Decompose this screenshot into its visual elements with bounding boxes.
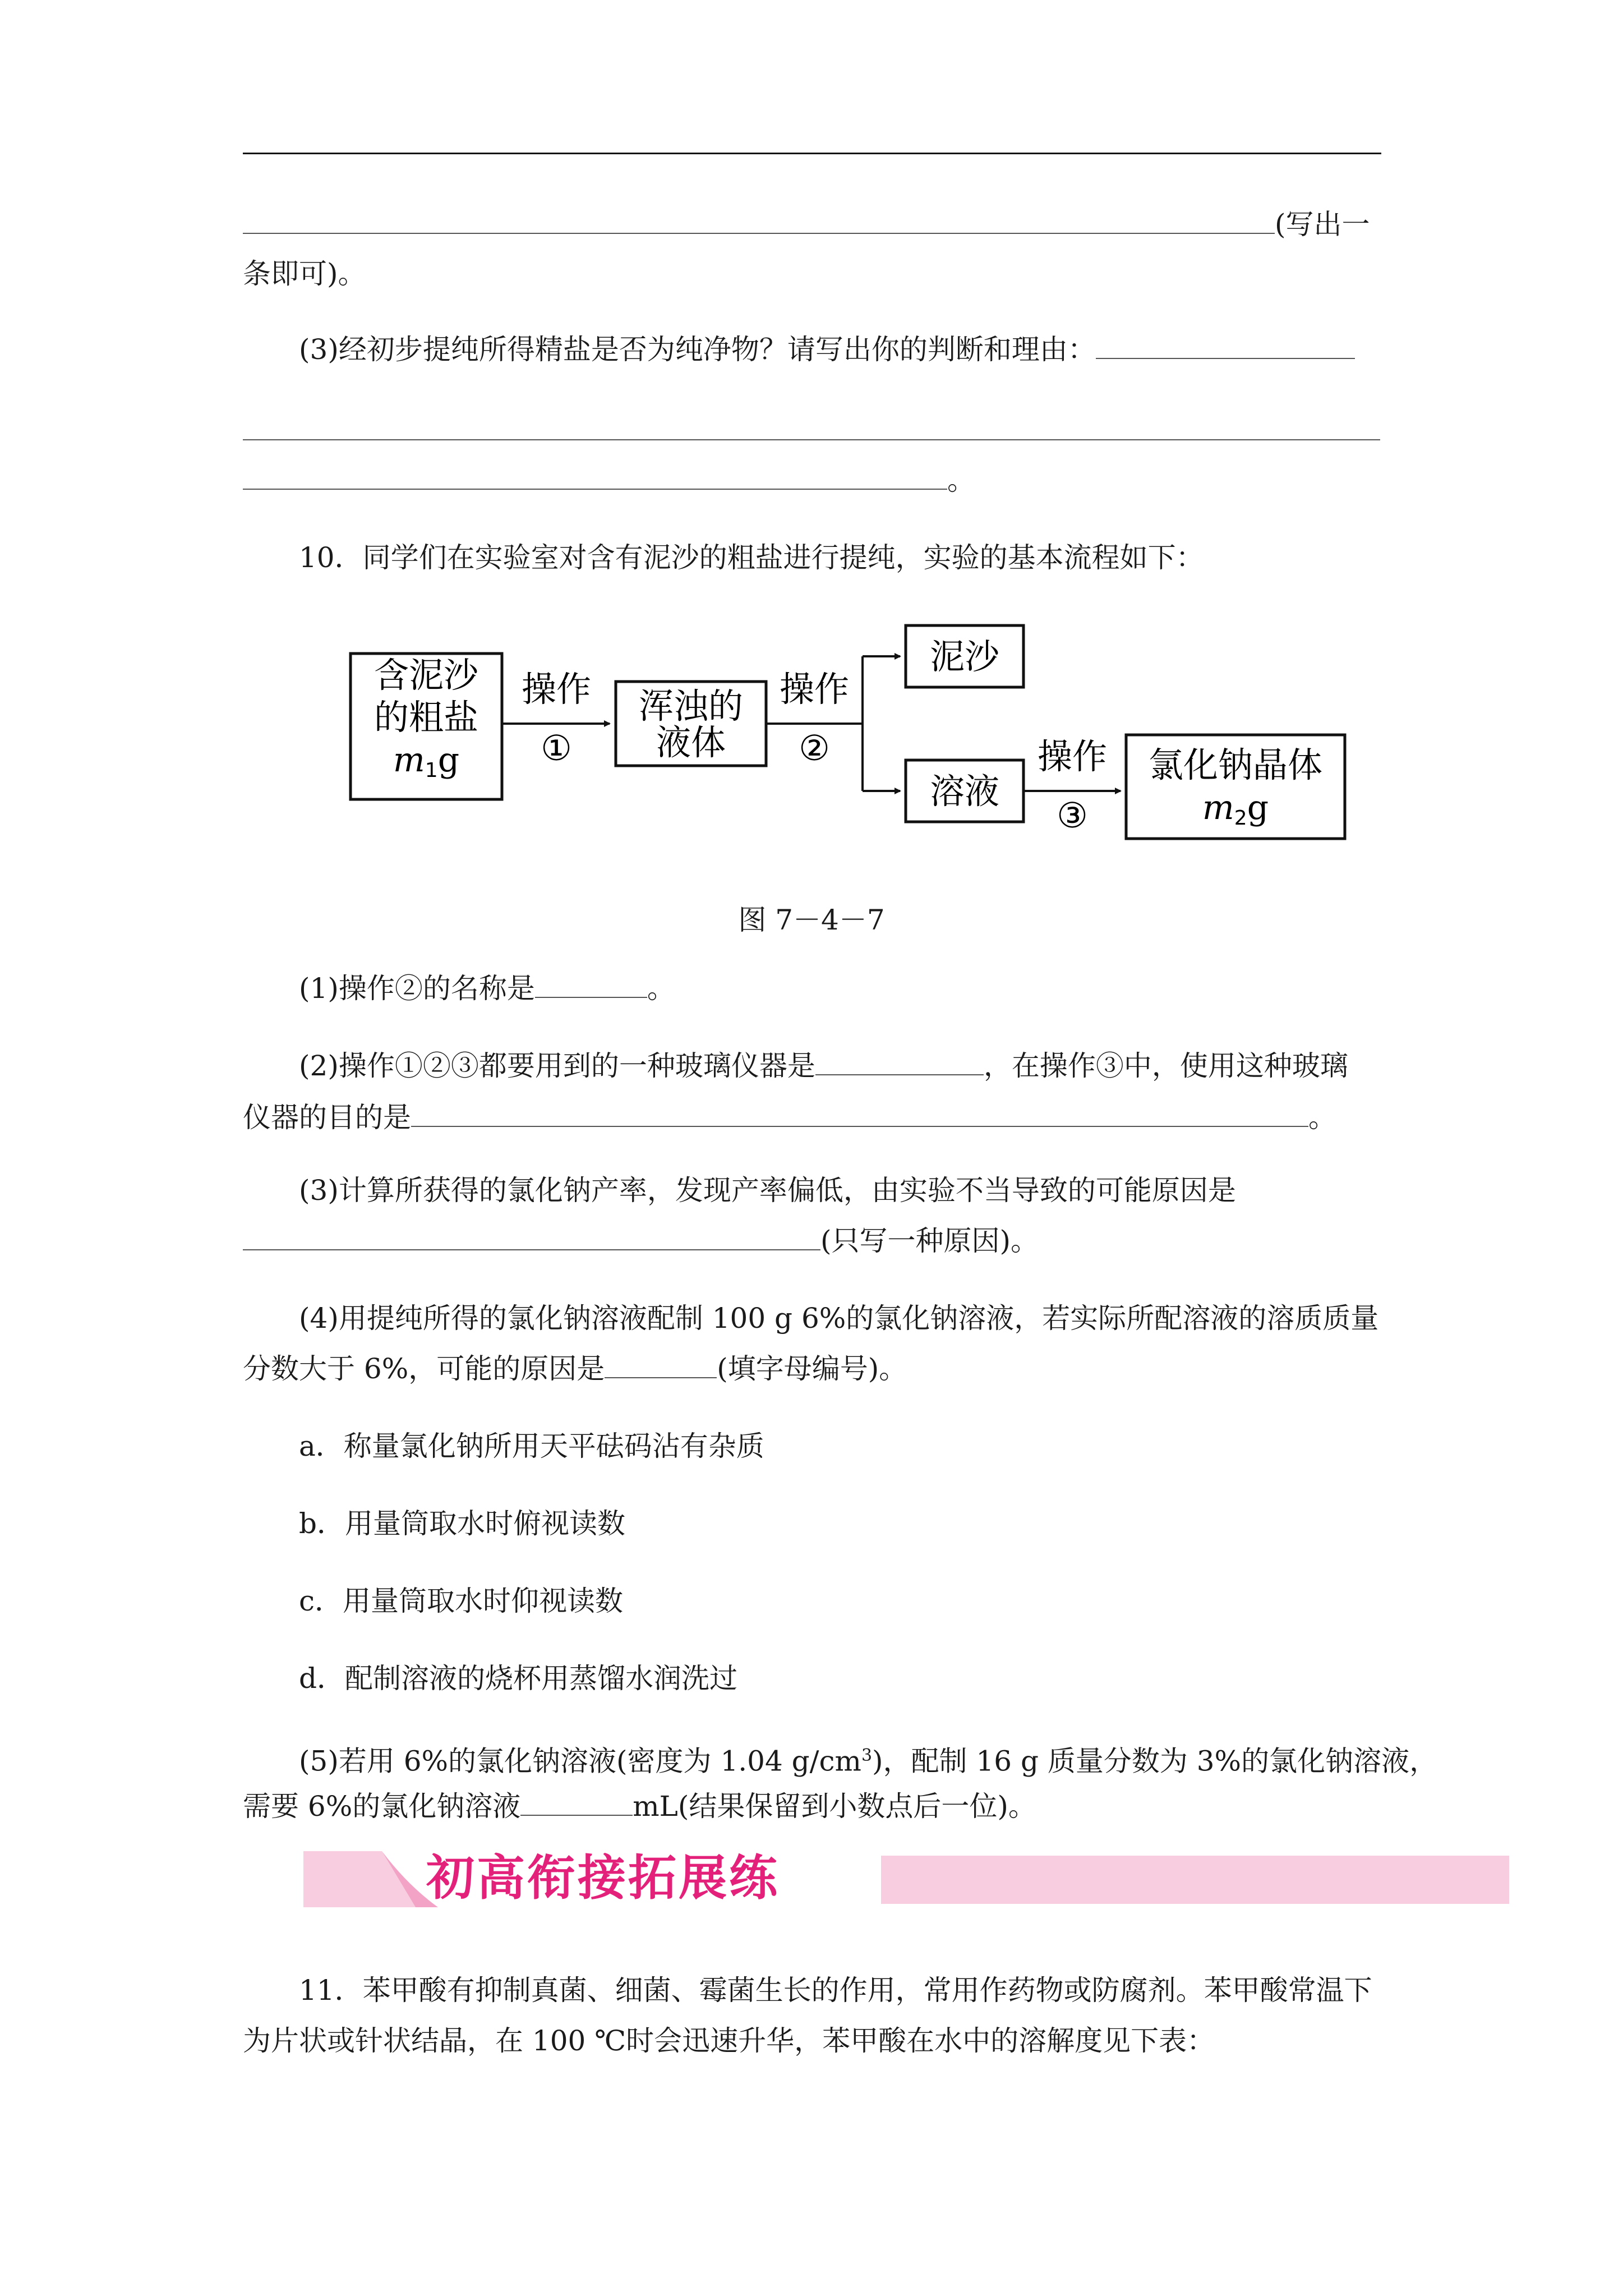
answer-blank[interactable] — [243, 205, 1275, 234]
answer-blank[interactable] — [535, 969, 647, 998]
q10-sub3: (3)计算所获得的氯化钠产率，发现产率偏低，由实验不当导致的可能原因是 — [299, 1174, 1236, 1207]
answer-blank[interactable] — [605, 1349, 717, 1378]
answer-blank[interactable] — [243, 461, 947, 490]
q10-sub5: (5)若用 6%的氯化钠溶液(密度为 1.04 $g/cm^3$)，配制 16 g 质量分数为 3%的氯化钠溶液， — [299, 1745, 1438, 1778]
q10-sub4: (4)用提纯所得的氯化钠溶液配制 100 g 6%的氯化钠溶液，若实际所配溶液的溶质质量 — [299, 1302, 1379, 1335]
q10-option-a: a．称量氯化钠所用天平砝码沾有杂质 — [299, 1430, 764, 1462]
box-turbid-line1: 浑浊的 — [638, 685, 744, 726]
box-solution-label: 溶液 — [929, 771, 1000, 812]
flow-diagram — [336, 617, 1363, 858]
q10-sub4-line2: 分数大于 6%，可能的原因是 (填字母编号)。 — [243, 1342, 1387, 1396]
q10-sub2-line2: 仪器的目的是 。 — [243, 1091, 1387, 1144]
q9-line2: 条即可)。 — [243, 257, 366, 290]
box-crude-salt-line1: 含泥沙 — [374, 655, 479, 696]
q9-line1: (写出一 — [243, 197, 1387, 251]
q10-sub3-line2: (只写一种原因)。 — [243, 1214, 1387, 1268]
q9-sub3: (3)经初步提纯所得精盐是否为纯净物？请写出你的判断和理由： — [243, 323, 1387, 376]
answer-blank[interactable] — [243, 411, 1380, 440]
box-crude-salt-mass: m1g — [393, 740, 460, 782]
box-nacl-line1: 氯化钠晶体 — [1148, 744, 1323, 785]
answer-blank[interactable] — [1096, 330, 1355, 359]
box-nacl-mass: m2g — [1202, 788, 1269, 830]
op2-label: 操作 — [779, 669, 850, 710]
answer-blank[interactable] — [520, 1787, 633, 1816]
q10-sub2: (2)操作①②③都要用到的一种玻璃仪器是 ，在操作③中，使用这种玻璃 — [243, 1039, 1387, 1093]
box-sand-label: 泥沙 — [929, 636, 1000, 677]
op1-label: 操作 — [521, 669, 592, 710]
q10-sub5-line2: 需要 6%的氯化钠溶液 mL(结果保留到小数点后一位)。 — [243, 1779, 1387, 1833]
answer-blank[interactable] — [243, 1221, 820, 1250]
op3-label: 操作 — [1037, 736, 1108, 777]
answer-blank[interactable] — [411, 1098, 1308, 1127]
q10-option-d: d．配制溶液的烧杯用蒸馏水润洗过 — [299, 1662, 738, 1695]
q11-line1: 11．苯甲酸有抑制真菌、细菌、霉菌生长的作用，常用作药物或防腐剂。苯甲酸常温下 — [299, 1974, 1372, 2007]
q11-line2: 为片状或针状结晶，在 100 ℃时会迅速升华，苯甲酸在水中的溶解度见下表： — [243, 2024, 1215, 2057]
op2-number: ② — [799, 728, 830, 769]
box-crude-salt-line2: 的粗盐 — [374, 697, 479, 738]
section-title: 初高衔接拓展练 — [426, 1850, 780, 1906]
q10-stem: 10．同学们在实验室对含有泥沙的粗盐进行提纯，实验的基本流程如下： — [299, 541, 1204, 574]
banner-bar — [881, 1856, 1509, 1904]
q10-sub1: (1)操作②的名称是 。 — [243, 961, 1387, 1015]
box-turbid-line2: 液体 — [656, 722, 726, 763]
header-rule — [243, 153, 1381, 154]
q9-sub3-line3: 。 — [243, 453, 1387, 507]
op1-number: ① — [541, 728, 572, 769]
figure-caption: 图 7－4－7 — [738, 904, 885, 936]
q10-option-c: c．用量筒取水时仰视读数 — [299, 1585, 624, 1617]
answer-blank[interactable] — [815, 1046, 984, 1075]
op3-number: ③ — [1057, 795, 1088, 836]
q9-sub3-line2 — [243, 404, 1387, 458]
q10-option-b: b．用量筒取水时俯视读数 — [299, 1507, 626, 1540]
